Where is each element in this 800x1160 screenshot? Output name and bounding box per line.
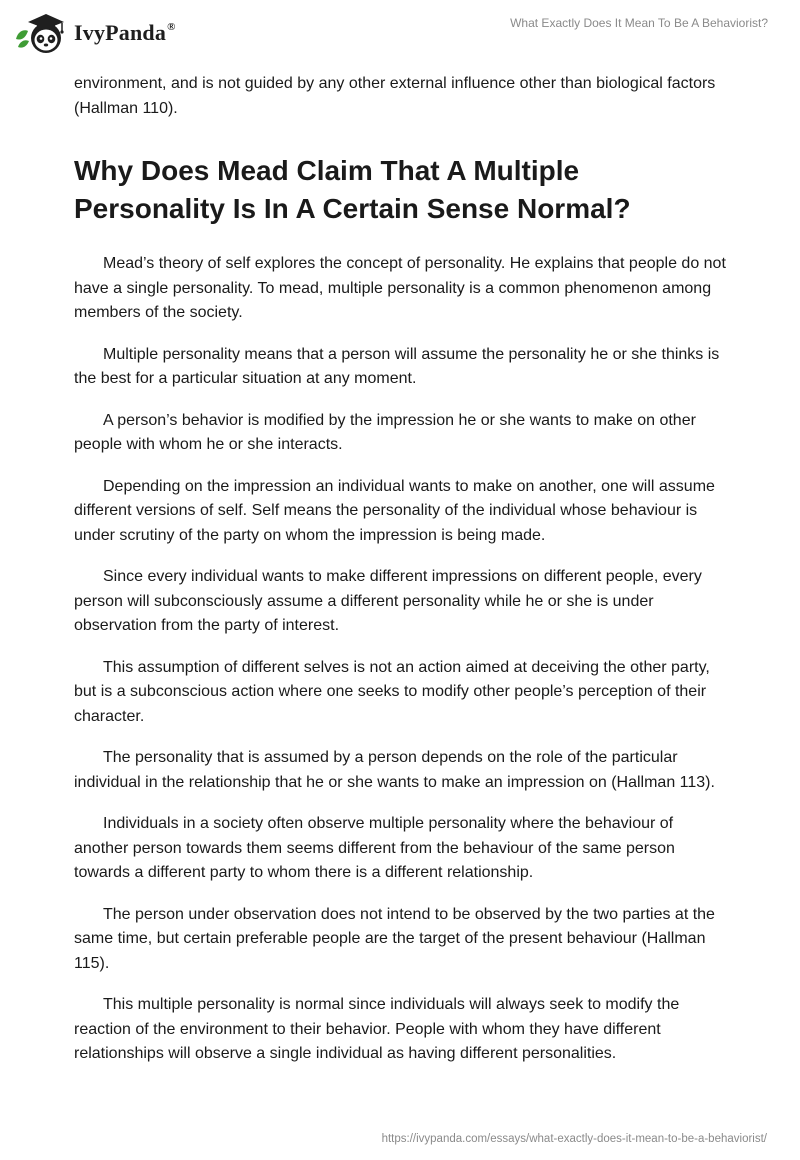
body-paragraph: Multiple personality means that a person will assume the personality he or she thinks is the best for a particular situation at any moment. [74,345,720,387]
article-content [74,72,730,1084]
body-paragraph: Depending on the impression an individual wants to make on another, one will assume different versions of self. Self means the personality of the individual whose behaviour is under scrutiny of the party on whom the impression is being made. [74,477,715,544]
body-paragraph: This multiple personality is normal since individuals will always seek to modify the reaction of the environment to their behavior. People with whom they have different relationships will observe a single individual as having different personalities. [74,996,680,1062]
footer-source-url: https://ivypanda.com/essays/what-exactly-does-it-mean-to-be-a-behaviorist/ [381,1133,767,1145]
body-paragraph: This assumption of different selves is not an action aimed at deceiving the other party, but is a subconscious action where one seeks to modify other people’s perception of their character. [74,658,710,725]
body-paragraph: The personality that is assumed by a person depends on the role of the particular individual in the relationship that he or she wants to make an impression on (Hallman 113). [74,749,715,791]
body-paragraph: The person under observation does not intend to be observed by the two parties at the same time, but certain preferable people are the target of the present behaviour (Hallman 115). [74,905,715,972]
registered-mark: ® [167,20,176,33]
lead-paragraph-fragment: environment, and is not guided by any other external influence other than biological factors (Hallman 110). [74,75,716,117]
body-paragraph: Individuals in a society often observe multiple personality where the behaviour of another person towards them seems different from the behaviour of the same person towards a different party to whom there is a different relationship. [74,815,675,881]
body-paragraph: A person’s behavior is modified by the impression he or she wants to make on other people with whom he or she interacts. [74,411,696,453]
body-paragraph: Mead’s theory of self explores the concept of personality. He explains that people do not have a single personality. To mead, multiple personality is a common phenomenon among members of the society. [74,255,726,321]
page-title: What Exactly Does It Mean To Be A Behaviorist? [510,16,768,30]
section-body [74,252,730,1067]
body-paragraph: Since every individual wants to make different impressions on different people, every person will subconsciously assume a different personality while he or she is under observation from the party of interest. [74,568,702,634]
ivypanda-logo-link[interactable] [14,9,176,57]
site-header [0,0,800,70]
logo-text: IvyPanda [74,20,167,45]
logo-wordmark [74,20,176,46]
panda-graduation-cap-icon [14,9,70,57]
section-heading: Why Does Mead Claim That A Multiple Personality Is In A Certain Sense Normal? [74,155,631,224]
